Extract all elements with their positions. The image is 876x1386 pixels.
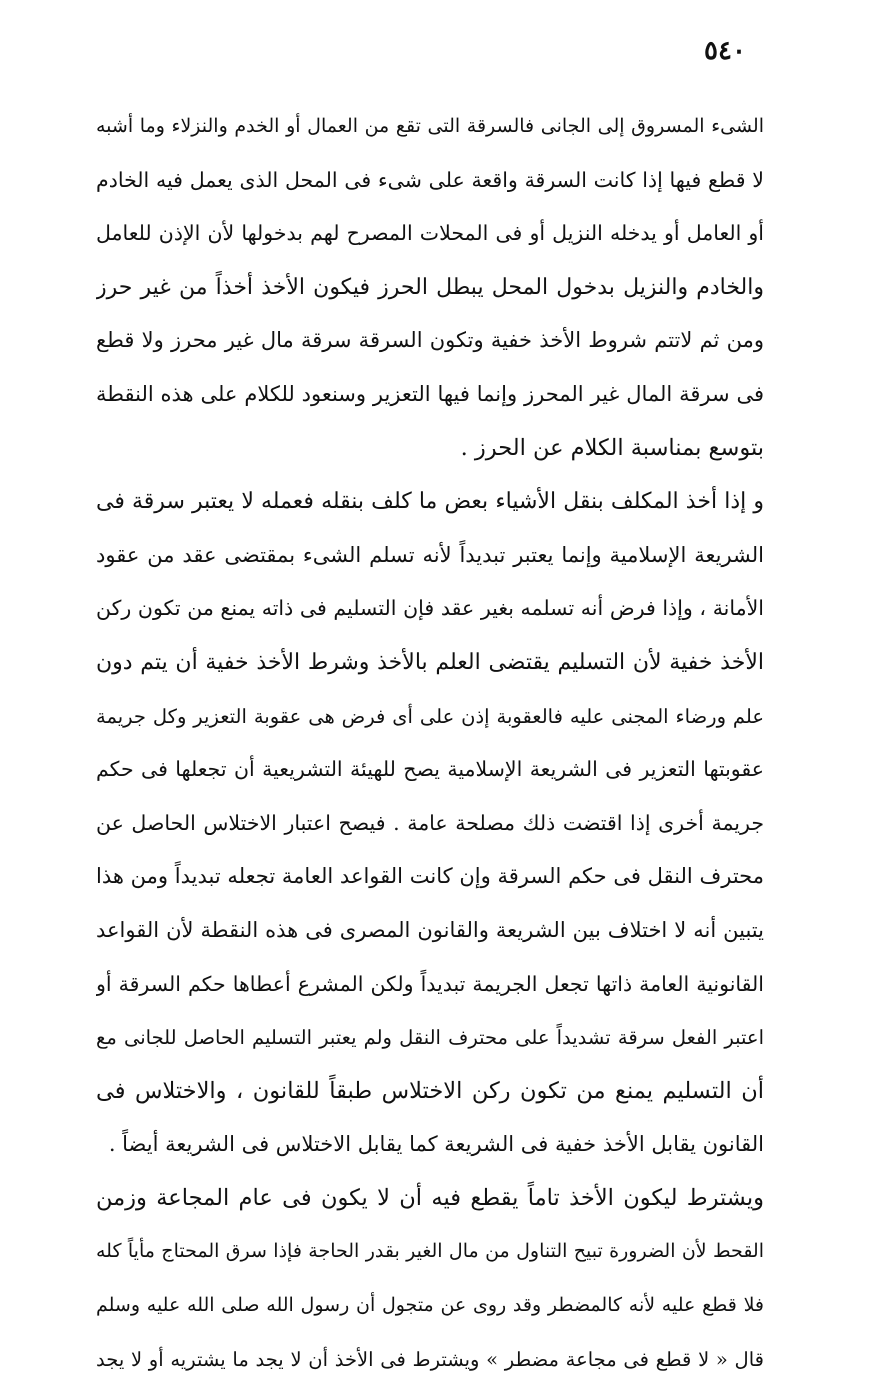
text-line: فلا قطع عليه لأنه كالمضطر وقد روى عن متجول أن رسول الله صلى الله عليه وسلم <box>96 1294 764 1317</box>
text-line: اعتبر الفعل سرقة تشديداً على محترف النقل ولم يعتبر التسليم الحاصل للجانى مع <box>96 1026 764 1050</box>
text-line: عقوبتها التعزير فى الشريعة الإسلامية يصح للهيئة التشريعية أن تجعلها فى حكم <box>96 757 764 782</box>
text-line: لا قطع فيها إذا كانت السرقة واقعة على شىء فى المحل الذى يعمل فيه الخادم <box>96 167 764 192</box>
text-line: قال « لا قطع فى مجاعة مضطر » ويشترط فى الأخذ أن لا يجد ما يشتريه أو لا يجد <box>96 1347 764 1371</box>
text-line: أن التسليم يمنع من تكون ركن الاختلاس طبقاً للقانون ، والاختلاس فى <box>96 1077 764 1104</box>
text-line: ويشترط ليكون الأخذ تاماً يقطع فيه أن لا يكون فى عام المجاعة وزمن <box>96 1184 764 1211</box>
text-line: القحط لأن الضرورة تبيح التناول من مال الغير بقدر الحاجة فإذا سرق المحتاج مأياً كله <box>96 1240 764 1263</box>
text-line: علم ورضاء المجنى عليه فالعقوبة إذن على أى فرض هى عقوبة التعزير وكل جريمة <box>96 704 764 728</box>
body-text <box>96 100 764 1386</box>
text-line: أو العامل أو يدخله النزيل أو فى المحلات المصرح لهم بدخولها لأن الإذن للعامل <box>96 221 764 246</box>
text-line: يتبين أنه لا اختلاف بين الشريعة والقانون المصرى فى هذه النقطة لأن القواعد <box>96 917 764 942</box>
page-number: ٥٤٠ <box>704 36 746 66</box>
text-line: و إذا أخذ المكلف بنقل الأشياء بعض ما كلف بنقله فعمله لا يعتبر سرقة فى <box>96 489 764 515</box>
text-line: بتوسع بمناسبة الكلام عن الحرز . <box>460 434 764 461</box>
text-line: فى سرقة المال غير المحرز وإنما فيها التعزير وسنعود للكلام على هذه النقطة <box>96 381 764 406</box>
text-line: الأمانة ، وإذا فرض أنه تسلمه بغير عقد فإن التسليم فى ذاته يمنع من تكون ركن <box>96 596 764 621</box>
text-line: القانونية العامة ذاتها تجعل الجريمة تبديداً ولكن المشرع أعطاها حكم السرقة أو <box>96 971 764 996</box>
text-line: الأخذ خفية لأن التسليم يقتضى العلم بالأخذ وشرط الأخذ خفية أن يتم دون <box>96 649 764 675</box>
text-line: ومن ثم لاتتم شروط الأخذ خفية وتكون السرقة سرقة مال غير محرز ولا قطع <box>96 328 764 353</box>
text-line: الشىء المسروق إلى الجانى فالسرقة التى تقع من العمال أو الخدم والنزلاء وما أشبه <box>96 115 764 137</box>
text-line: جريمة أخرى إذا اقتضت ذلك مصلحة عامة . فيصح اعتبار الاختلاس الحاصل عن <box>96 810 764 835</box>
text-line: الشريعة الإسلامية وإنما يعتبر تبديداً لأنه تسلم الشىء بمقتضى عقد من عقود <box>96 542 764 567</box>
text-line: والخادم والنزيل بدخول المحل يبطل الحرز فيكون الأخذ أخذاً من غير حرز <box>96 274 764 300</box>
text-line: محترف النقل فى حكم السرقة وإن كانت القواعد العامة تجعله تبديداً ومن هذا <box>96 864 764 889</box>
text-line: القانون يقابل الأخذ خفية فى الشريعة كما يقابل الاختلاس فى الشريعة أيضاً . <box>108 1132 764 1157</box>
